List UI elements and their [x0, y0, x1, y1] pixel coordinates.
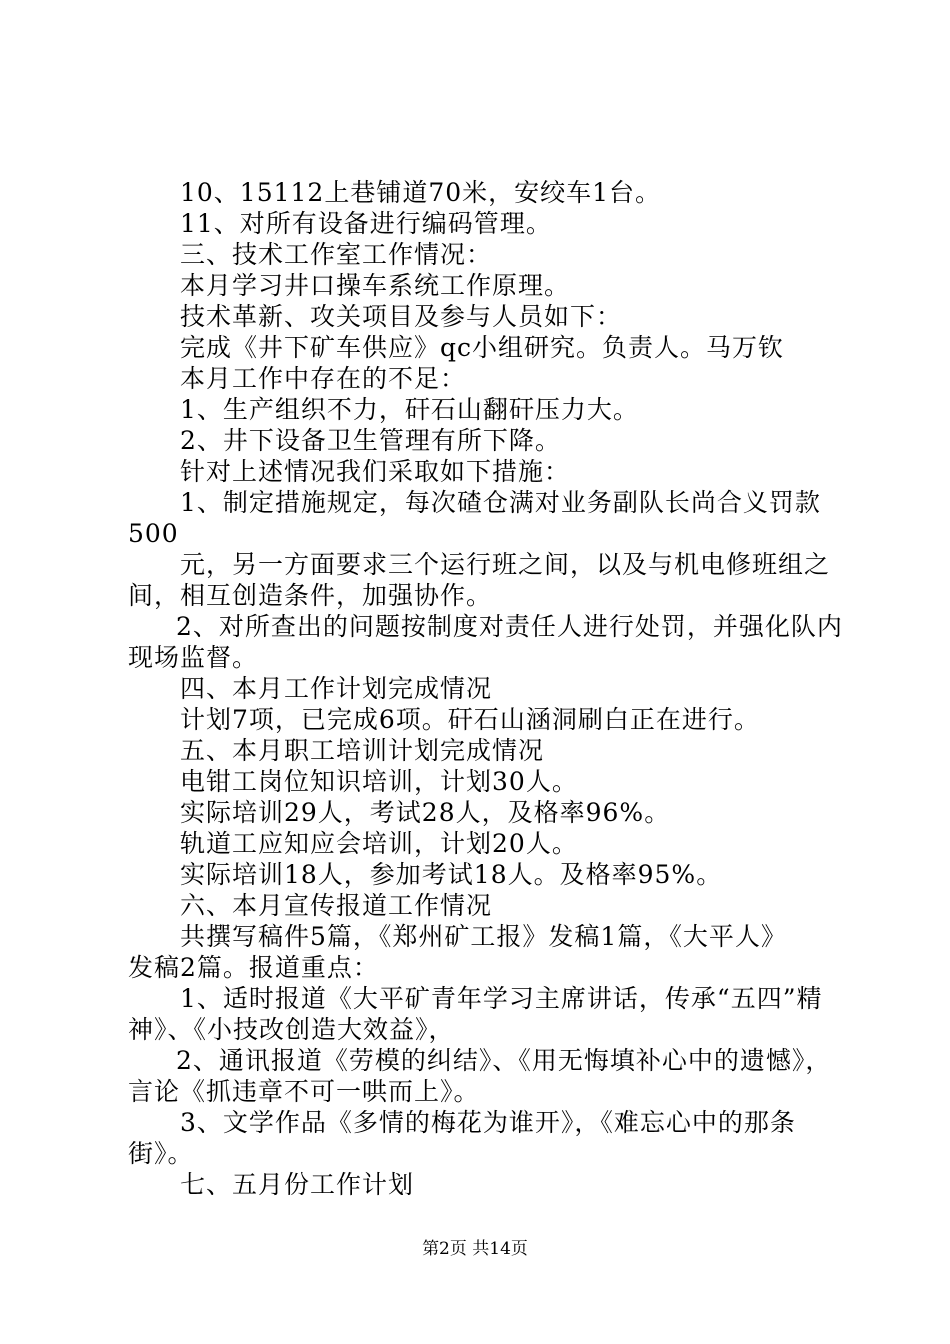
text-line: 2、井下设备卫生管理有所下降。 — [180, 426, 561, 455]
section-heading: 五、本月职工培训计划完成情况 — [180, 736, 545, 765]
text-line: 共撰写稿件5篇，《郑州矿工报》发稿1篇，《大平人》 — [180, 922, 787, 951]
text-line: 轨道工应知应会培训，计划20人。 — [180, 829, 578, 858]
text-line: 计划7项，已完成6项。矸石山涵洞刷白正在进行。 — [180, 705, 760, 734]
text-line: 3、文学作品《多情的梅花为谁开》，《难忘心中的那条 — [180, 1108, 796, 1137]
text-line: 11、对所有设备进行编码管理。 — [180, 209, 552, 238]
section-heading: 三、技术工作室工作情况： — [180, 240, 493, 269]
text-line: 间，相互创造条件，加强协作。 — [128, 581, 493, 610]
text-line: 1、适时报道《大平矿青年学习主席讲话，传承“五四”精 — [180, 984, 823, 1013]
text-line: 10、15112上巷铺道70米，安绞车1台。 — [180, 178, 662, 207]
text-line: 发稿2篇。报道重点： — [128, 953, 379, 982]
section-heading: 七、五月份工作计划 — [180, 1170, 415, 1199]
text-line: 言论《抓违章不可一哄而上》。 — [128, 1077, 480, 1106]
text-line: 街》。 — [128, 1139, 194, 1168]
text-line: 电钳工岗位知识培训，计划30人。 — [180, 767, 578, 796]
text-line: 完成《井下矿车供应》qc小组研究。负责人。马万钦 — [180, 333, 785, 362]
text-line: 500 — [128, 519, 179, 548]
page-number-footer: 第2页 共14页 — [422, 1239, 528, 1259]
text-line: 1、制定措施规定，每次碴仓满对业务副队长尚合义罚款 — [180, 488, 821, 517]
text-line: 本月工作中存在的不足： — [180, 364, 467, 393]
text-line: 现场监督。 — [128, 643, 259, 672]
text-line: 本月学习井口操车系统工作原理。 — [180, 271, 571, 300]
text-line: 技术革新、攻关项目及参与人员如下： — [180, 302, 623, 331]
text-line: 1、生产组织不力，矸石山翻矸压力大。 — [180, 395, 639, 424]
text-line: 神》、《小技改创造大效益》， — [128, 1015, 455, 1044]
section-heading: 四、本月工作计划完成情况 — [180, 674, 493, 703]
section-heading: 六、本月宣传报道工作情况 — [180, 891, 493, 920]
text-line: 2、对所查出的问题按制度对责任人进行处罚，并强化队内 — [176, 612, 843, 641]
text-line: 实际培训29人，考试28人，及格率96%。 — [180, 798, 671, 827]
text-line: 针对上述情况我们采取如下措施： — [180, 457, 571, 486]
text-line: 2、通讯报道《劳模的纠结》、《用无悔填补心中的遗憾》， — [176, 1046, 832, 1075]
text-line: 元，另一方面要求三个运行班之间，以及与机电修班组之 — [180, 550, 831, 579]
text-line: 实际培训18人，参加考试18人。及格率95%。 — [180, 860, 723, 889]
